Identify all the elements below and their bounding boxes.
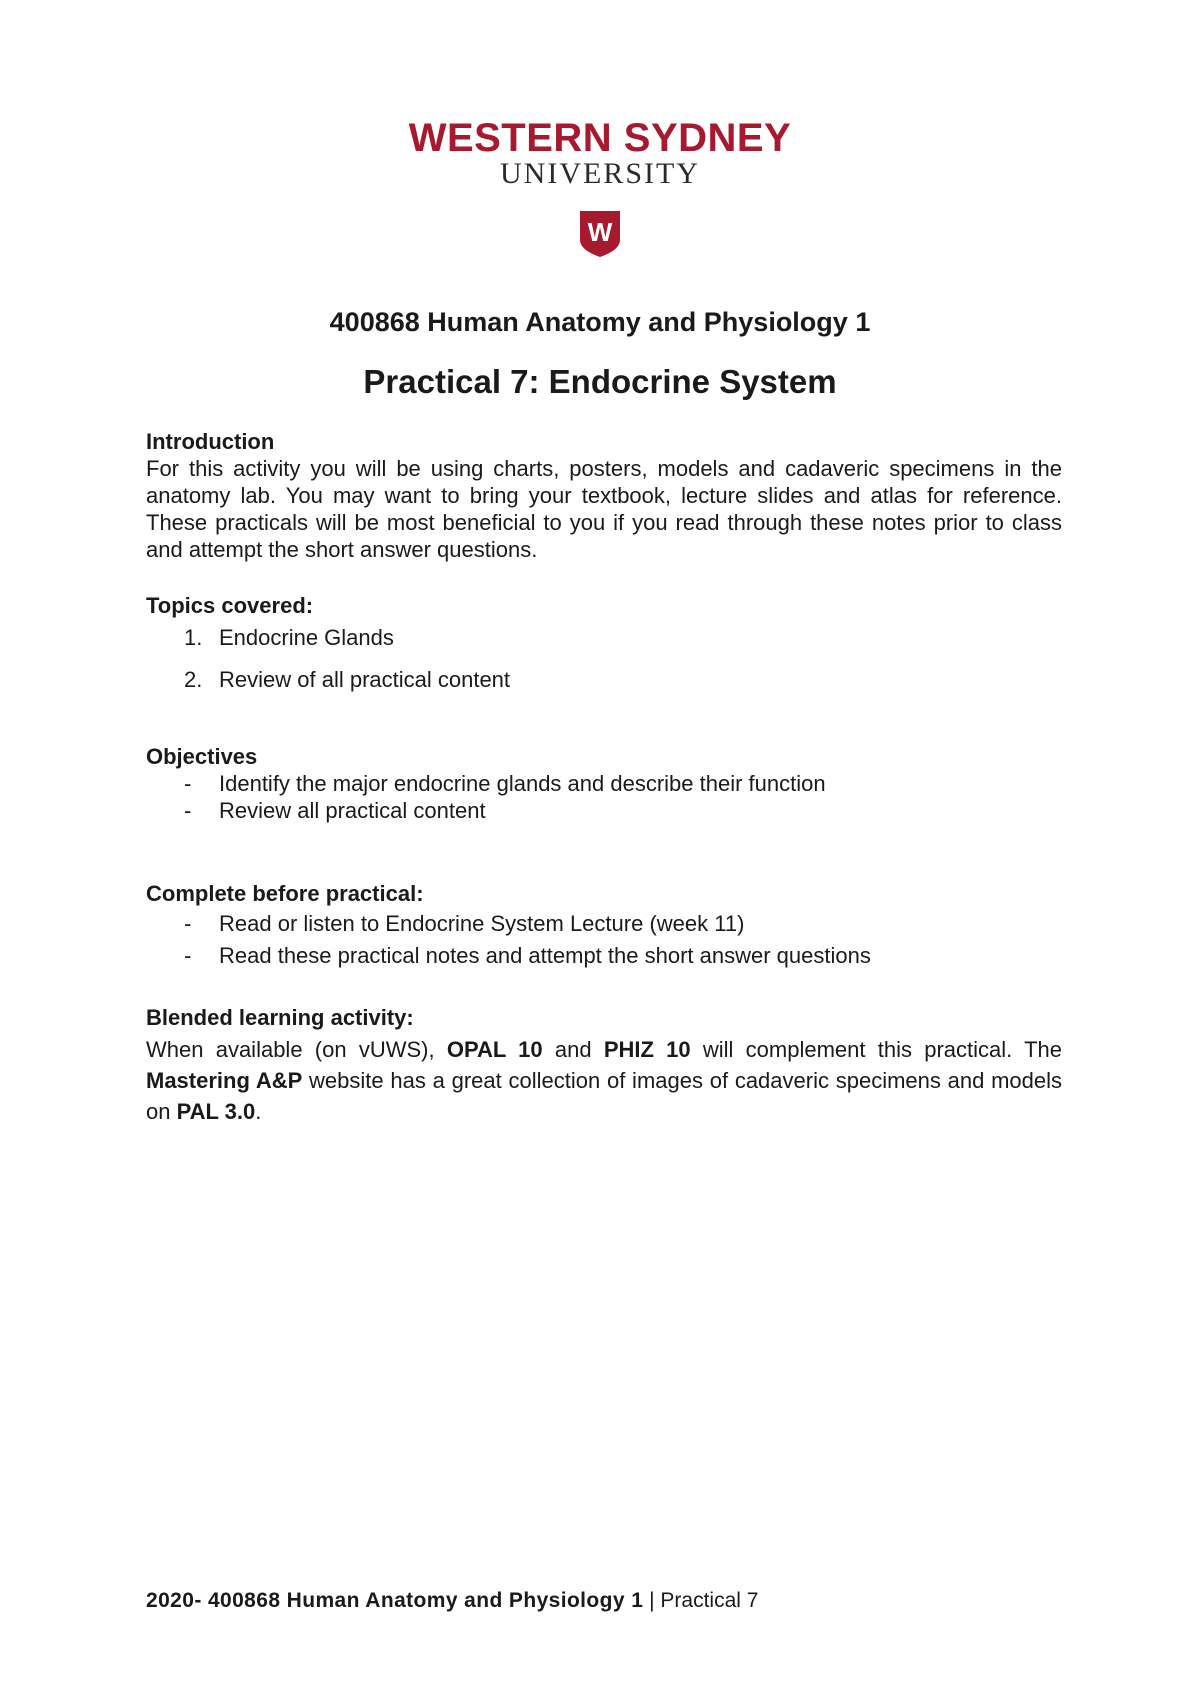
introduction-text: For this activity you will be using charts, posters, models and cadaveric specimens in the anatomy lab. You may want to bring your textbook, lecture slides and atlas for reference. These practicals will be most beneficial to you if you read through these notes prior to class and attempt the short answer questions. <box>146 456 1062 562</box>
objectives-heading: Objectives <box>146 744 258 769</box>
objectives-section <box>146 743 1062 824</box>
blended-learning-text: When available (on vUWS), OPAL 10 and PHIZ 10 will complement this practical. The Mastering A&P website has a great collection of images of cadaveric specimens and models on PAL 3.0. <box>146 1037 1063 1124</box>
introduction-section <box>146 428 1062 563</box>
list-item <box>146 666 1062 693</box>
list-item-text: Read these practical notes and attempt the short answer questions <box>219 943 871 968</box>
list-marker: - <box>184 911 192 936</box>
list-item-text: Endocrine Glands <box>219 625 394 650</box>
list-item <box>146 770 1062 797</box>
list-item-text: Read or listen to Endocrine System Lecture (week 11) <box>219 911 745 936</box>
list-item-text: Review of all practical content <box>219 667 511 692</box>
topics-heading: Topics covered: <box>146 593 314 618</box>
list-item <box>146 624 1062 651</box>
topics-section <box>146 592 1062 693</box>
course-title: 400868 Human Anatomy and Physiology 1 <box>329 307 871 337</box>
list-item <box>146 797 1062 824</box>
list-marker: 2. <box>184 667 203 692</box>
list-marker: 1. <box>184 625 203 650</box>
shield-icon <box>579 210 621 258</box>
list-item <box>146 910 1062 937</box>
list-marker: - <box>184 943 192 968</box>
blended-learning-section <box>146 1004 1062 1127</box>
list-marker: - <box>184 798 192 823</box>
page-footer <box>146 1588 758 1614</box>
list-marker: - <box>184 771 192 796</box>
list-item-text: Identify the major endocrine glands and describe their function <box>219 771 826 796</box>
footer-practical: Practical 7 <box>660 1589 759 1612</box>
list-item <box>146 942 1062 969</box>
before-practical-section <box>146 880 1062 969</box>
shield-letter: W <box>587 217 613 247</box>
footer-course: 2020- 400868 Human Anatomy and Physiology 1 <box>146 1589 644 1612</box>
introduction-heading: Introduction <box>146 429 275 454</box>
university-logo <box>0 116 1200 258</box>
footer-separator: | <box>643 1589 661 1612</box>
logo-subtitle: UNIVERSITY <box>500 157 700 190</box>
page-title: Practical 7: Endocrine System <box>363 363 837 400</box>
list-item-text: Review all practical content <box>219 798 486 823</box>
blended-learning-heading: Blended learning activity: <box>146 1005 414 1030</box>
logo-name: WESTERN SYDNEY <box>408 116 792 160</box>
before-practical-heading: Complete before practical: <box>146 881 424 906</box>
